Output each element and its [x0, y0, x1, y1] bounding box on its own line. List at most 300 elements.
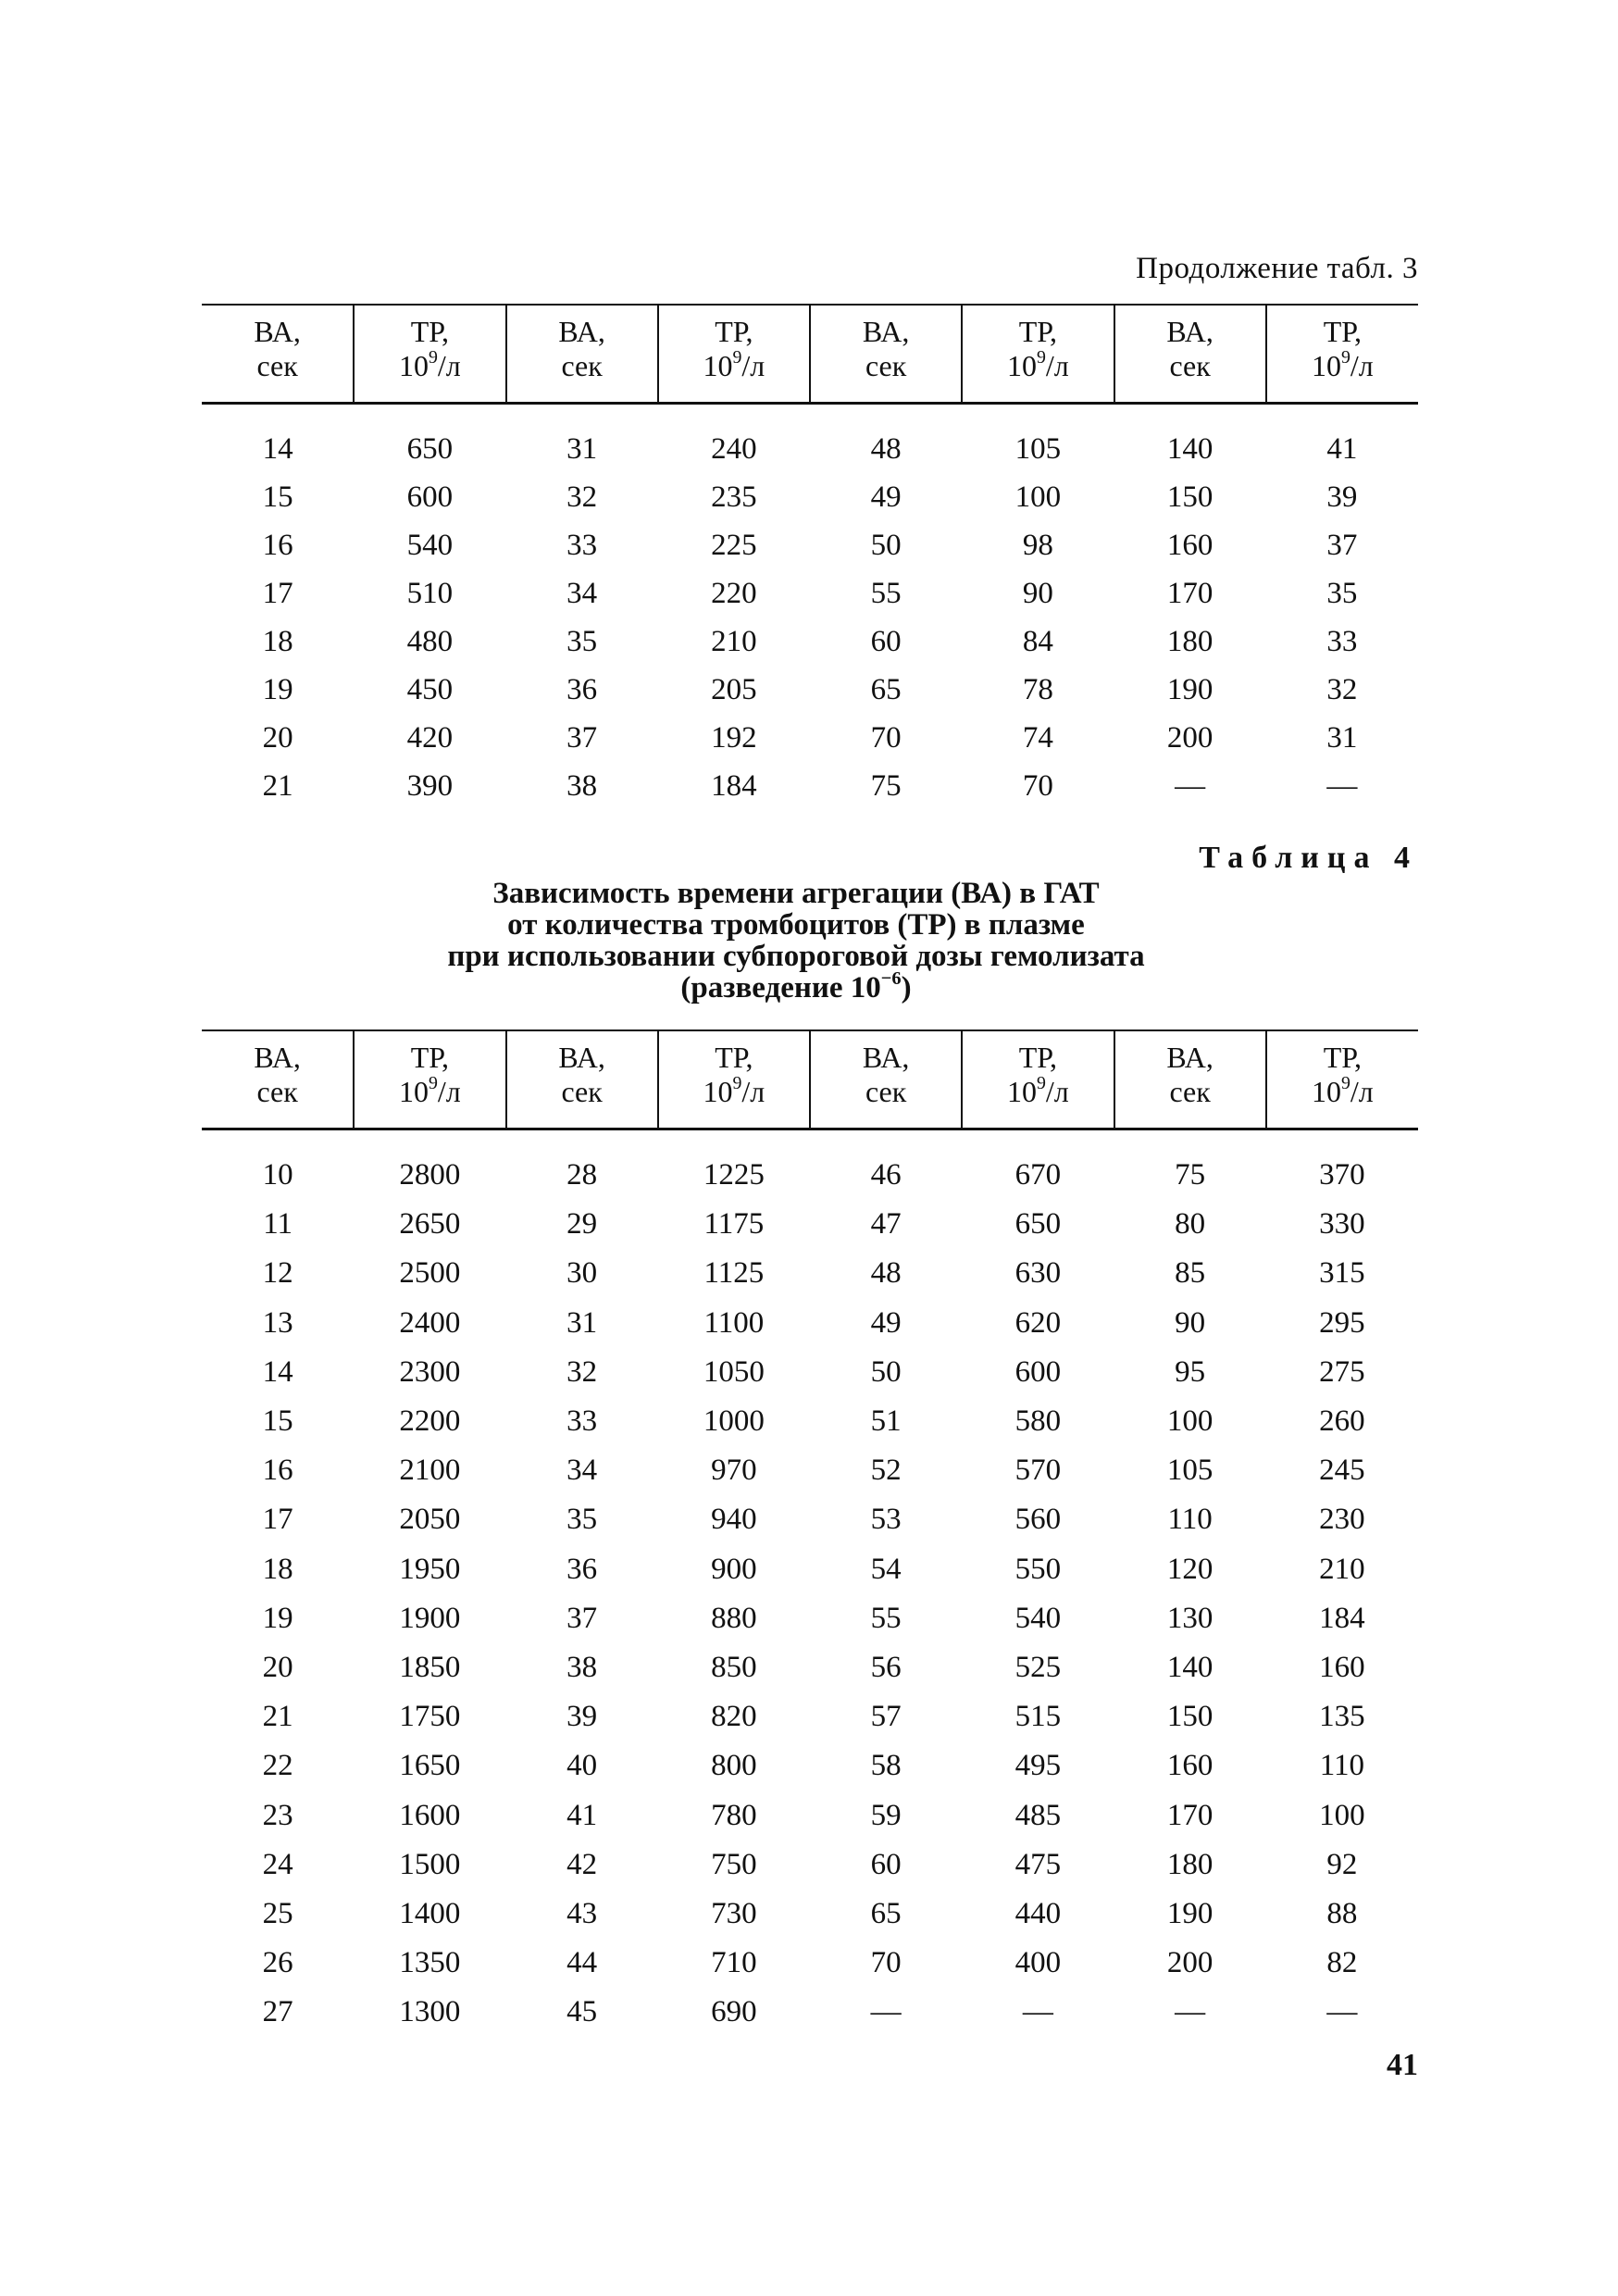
header-line-1: ТР, [715, 315, 753, 348]
table-cell: 900 [711, 1552, 757, 1586]
table-cell: 42 [566, 1847, 598, 1881]
table-cell: 46 [870, 1158, 902, 1192]
table-cell: 11 [263, 1207, 293, 1242]
table-row [202, 1446, 1418, 1495]
table-cell: 58 [870, 1749, 902, 1783]
table-cell: 370 [1319, 1158, 1365, 1192]
header-unit-base: 10 [398, 1075, 429, 1108]
table-cell: 60 [870, 624, 902, 658]
header-line-1: ТР, [410, 315, 450, 348]
table-cell: 170 [1166, 1798, 1214, 1832]
header-line-1: ВА, [1166, 315, 1214, 348]
table-cell: 56 [870, 1650, 902, 1684]
table-cell: 1000 [703, 1404, 765, 1439]
header-line-1: ВА, [558, 315, 605, 348]
column-header-tr [962, 1030, 1114, 1129]
table-cell: 20 [262, 1650, 293, 1684]
header-line-1: ТР, [1018, 1041, 1058, 1074]
table-cell: 100 [1166, 1404, 1214, 1439]
table-cell: 1600 [399, 1798, 461, 1832]
table-row [202, 1249, 1418, 1298]
table-cell: 32 [566, 1354, 598, 1389]
table-cell: 49 [870, 480, 902, 514]
column-header-tr [354, 1030, 505, 1129]
table-cell: 26 [262, 1946, 293, 1980]
table-cell: 16 [262, 1454, 293, 1488]
header-unit-rest: /л [437, 1075, 461, 1108]
table-cell: 75 [1175, 1158, 1206, 1192]
table-cell: 295 [1319, 1305, 1365, 1340]
title-dilution-close: ) [901, 971, 912, 1004]
table-cell: 2500 [399, 1256, 461, 1291]
header-unit-exponent: 9 [732, 1073, 742, 1094]
table-cell: 13 [262, 1305, 293, 1340]
table-cell: — [1175, 1995, 1206, 2029]
column-header-va [506, 305, 658, 404]
header-unit-rest: /л [1045, 1075, 1069, 1108]
column-header-va [810, 1030, 962, 1129]
table-row [202, 1594, 1418, 1643]
table-row [202, 666, 1418, 714]
table-cell: — [1326, 768, 1358, 803]
table-cell: 29 [566, 1207, 598, 1242]
table-cell: 50 [870, 528, 902, 562]
table-cell: 1500 [399, 1847, 461, 1881]
table-cell: 82 [1326, 1946, 1358, 1980]
table-cell: 21 [262, 1700, 293, 1734]
table-cell: 160 [1166, 1749, 1214, 1783]
table-cell: 38 [566, 1650, 598, 1684]
table-cell: 525 [1014, 1650, 1062, 1684]
table-cell: 18 [262, 624, 293, 658]
table-cell: 37 [566, 1601, 598, 1635]
table-3-continuation [202, 304, 1418, 810]
table-cell: 1850 [399, 1650, 461, 1684]
table-cell: 35 [1326, 576, 1358, 610]
table-cell: 16 [262, 528, 293, 562]
table-cell: 1100 [703, 1305, 765, 1340]
table-cell: 32 [566, 480, 598, 514]
table-cell: 205 [711, 672, 757, 706]
table-cell: 880 [711, 1601, 757, 1635]
table-row [202, 1348, 1418, 1397]
header-line-2: сек [561, 1075, 603, 1108]
header-line-2: сек [561, 349, 603, 382]
table-cell: 1750 [399, 1700, 461, 1734]
header-unit-rest: /л [437, 349, 461, 382]
table-cell: 495 [1014, 1749, 1062, 1783]
header-unit-base: 10 [703, 349, 733, 382]
header-unit-base: 10 [398, 349, 429, 382]
header-unit-rest: /л [1045, 349, 1069, 382]
column-header-va [1114, 305, 1266, 404]
table-cell: 800 [711, 1749, 757, 1783]
table-cell: 515 [1014, 1700, 1062, 1734]
table-cell: 620 [1014, 1305, 1062, 1340]
table-cell: 710 [711, 1946, 757, 1980]
table-cell: 670 [1014, 1158, 1062, 1192]
table-4-caption: Таблица 4 [1199, 841, 1418, 875]
header-line-1: ВА, [254, 1041, 301, 1074]
table-row [202, 1939, 1418, 1988]
continuation-caption: Продолжение табл. 3 [1136, 252, 1418, 285]
table-cell: 36 [566, 672, 598, 706]
table-row [202, 1299, 1418, 1348]
table-4-title-line-3: при использовании субпороговой дозы гемолизата [447, 940, 1145, 973]
table-cell: 36 [566, 1552, 598, 1586]
header-line-2 [963, 349, 1113, 383]
table-cell: 1900 [399, 1601, 461, 1635]
table-row [202, 569, 1418, 618]
table-cell: 84 [1022, 624, 1053, 658]
table-cell: 57 [870, 1700, 902, 1734]
table-cell: 400 [1014, 1946, 1062, 1980]
header-line-2 [659, 349, 809, 383]
table-cell: 485 [1014, 1798, 1062, 1832]
table-cell: 74 [1022, 720, 1053, 755]
table-cell: 55 [870, 576, 902, 610]
table-cell: 33 [566, 528, 598, 562]
table-cell: 390 [406, 768, 454, 803]
header-unit-base: 10 [1006, 1075, 1037, 1108]
column-header-va [1114, 1030, 1266, 1129]
table-cell: 2050 [399, 1503, 461, 1537]
table-cell: 2650 [399, 1207, 461, 1242]
table-cell: 1350 [399, 1946, 461, 1980]
table-row [202, 1841, 1418, 1890]
table-row [202, 473, 1418, 521]
table-cell: 315 [1319, 1256, 1365, 1291]
table-cell: 2300 [399, 1354, 461, 1389]
table-cell: 41 [566, 1798, 598, 1832]
table-cell: 850 [711, 1650, 757, 1684]
header-line-2: сек [865, 349, 907, 382]
table-header-row [202, 1030, 1418, 1129]
table-cell: 90 [1175, 1305, 1206, 1340]
table-row [202, 714, 1418, 762]
header-unit-rest: /л [741, 349, 765, 382]
table-cell: 70 [870, 720, 902, 755]
header-line-1: ТР, [1018, 315, 1058, 348]
table-row [202, 1890, 1418, 1939]
table-cell: 70 [870, 1946, 902, 1980]
header-unit-rest: /л [1350, 349, 1374, 382]
table-cell: 560 [1014, 1503, 1062, 1537]
table-row [202, 1988, 1418, 2037]
table-cell: 2100 [399, 1454, 461, 1488]
table-cell: 25 [262, 1896, 293, 1930]
table-cell: 31 [566, 431, 598, 466]
table-cell: 160 [1166, 528, 1214, 562]
table-cell: 1125 [703, 1256, 765, 1291]
header-line-1: ТР, [1323, 1041, 1363, 1074]
table-cell: 35 [566, 1503, 598, 1537]
table-cell: — [870, 1995, 902, 2029]
table-cell: 190 [1166, 672, 1214, 706]
table-cell: 17 [262, 1503, 293, 1537]
header-line-2: сек [256, 1075, 298, 1108]
header-unit-exponent: 9 [1036, 1073, 1046, 1094]
table-4-title-line-4 [333, 967, 1259, 1004]
column-header-tr [354, 305, 505, 404]
table-cell: 10 [262, 1158, 293, 1192]
table-cell: 47 [870, 1207, 902, 1242]
table-cell: 35 [566, 624, 598, 658]
table-cell: 730 [711, 1896, 757, 1930]
table-cell: 105 [1166, 1454, 1214, 1488]
table-cell: 160 [1319, 1650, 1365, 1684]
table-cell: 140 [1166, 1650, 1214, 1684]
column-header-va [202, 305, 354, 404]
table-4-title-line-1: Зависимость времени агрегации (ВА) в ГАТ [492, 877, 1100, 910]
table-cell: 54 [870, 1552, 902, 1586]
column-header-va [506, 1030, 658, 1129]
table-cell: 65 [870, 1896, 902, 1930]
header-line-2: сек [1169, 349, 1211, 382]
header-unit-base: 10 [1311, 1075, 1341, 1108]
table-cell: 51 [870, 1404, 902, 1439]
header-unit-exponent: 9 [428, 1073, 438, 1094]
table-cell: 245 [1319, 1454, 1365, 1488]
table-cell: 220 [711, 576, 757, 610]
header-line-1: ВА, [862, 1041, 910, 1074]
table-cell: 480 [406, 624, 454, 658]
table-cell: 52 [870, 1454, 902, 1488]
table-cell: 98 [1022, 528, 1053, 562]
header-unit-base: 10 [703, 1075, 733, 1108]
table-cell: 690 [711, 1995, 757, 2029]
table-cell: 15 [262, 480, 293, 514]
table-cell: 570 [1014, 1454, 1062, 1488]
table-cell: 2800 [399, 1158, 461, 1192]
table-cell: 450 [406, 672, 454, 706]
table-cell: 14 [262, 431, 293, 466]
table-cell: — [1326, 1995, 1358, 2029]
table-header-row [202, 305, 1418, 404]
table-cell: 41 [1326, 431, 1358, 466]
table-cell: 85 [1175, 1256, 1206, 1291]
table-cell: 14 [262, 1354, 293, 1389]
table-cell: 2400 [399, 1305, 461, 1340]
table-cell: 240 [711, 431, 757, 466]
table-cell: 48 [870, 1256, 902, 1291]
table-cell: 18 [262, 1552, 293, 1586]
table-cell: 65 [870, 672, 902, 706]
table-cell: 600 [1014, 1354, 1062, 1389]
table-cell: 170 [1166, 576, 1214, 610]
column-header-tr [658, 1030, 810, 1129]
header-unit-exponent: 9 [1340, 1073, 1350, 1094]
table-cell: 92 [1326, 1847, 1358, 1881]
table-row [202, 762, 1418, 810]
table-cell: — [1175, 768, 1206, 803]
column-header-va [810, 305, 962, 404]
table-cell: 110 [1167, 1503, 1213, 1537]
table-cell: 21 [262, 768, 293, 803]
header-unit-exponent: 9 [1340, 347, 1350, 368]
header-line-1: ВА, [254, 315, 301, 348]
header-line-1: ТР, [410, 1041, 450, 1074]
title-dilution-exponent: −6 [880, 967, 902, 989]
header-line-2: сек [256, 349, 298, 382]
table-cell: 12 [262, 1256, 293, 1291]
header-line-2 [355, 349, 504, 383]
table-4-title [333, 878, 1259, 1004]
table-cell: 420 [406, 720, 454, 755]
table-row [202, 1397, 1418, 1446]
table-cell: 200 [1166, 720, 1214, 755]
table-cell: 80 [1175, 1207, 1206, 1242]
table-cell: 260 [1319, 1404, 1365, 1439]
table-row [202, 1692, 1418, 1741]
table-cell: 630 [1014, 1256, 1062, 1291]
table-4-title-line-2: от количества тромбоцитов (ТР) в плазме [507, 908, 1085, 942]
table-4 [202, 1029, 1418, 2037]
table-cell: 650 [1014, 1207, 1062, 1242]
table-cell: 49 [870, 1305, 902, 1340]
table-cell: 43 [566, 1896, 598, 1930]
table-cell: 59 [870, 1798, 902, 1832]
table-cell: 180 [1166, 624, 1214, 658]
table-cell: 19 [262, 1601, 293, 1635]
table-cell: 550 [1014, 1552, 1062, 1586]
header-unit-exponent: 9 [428, 347, 438, 368]
table-cell: 184 [711, 768, 757, 803]
table-cell: 44 [566, 1946, 598, 1980]
table-cell: — [1022, 1995, 1053, 2029]
table-cell: 17 [262, 576, 293, 610]
table-cell: 540 [1014, 1601, 1062, 1635]
table-cell: 970 [711, 1454, 757, 1488]
table-cell: 150 [1166, 1700, 1214, 1734]
table-cell: 150 [1166, 480, 1214, 514]
table-cell: 39 [566, 1700, 598, 1734]
table-cell: 15 [262, 1404, 293, 1439]
table-cell: 1225 [703, 1158, 765, 1192]
table-cell: 40 [566, 1749, 598, 1783]
table-row [202, 1791, 1418, 1840]
table-cell: 105 [1014, 431, 1062, 466]
table-cell: 37 [566, 720, 598, 755]
table-cell: 580 [1014, 1404, 1062, 1439]
table-cell: 37 [1326, 528, 1358, 562]
table-cell: 820 [711, 1700, 757, 1734]
header-line-2 [1267, 1075, 1418, 1109]
page-number: 41 [1387, 2048, 1418, 2082]
table-cell: 540 [406, 528, 454, 562]
table-cell: 22 [262, 1749, 293, 1783]
table-cell: 190 [1166, 1896, 1214, 1930]
table-row [202, 1129, 1418, 1201]
table-cell: 330 [1319, 1207, 1365, 1242]
header-line-2: сек [865, 1075, 907, 1108]
table-cell: 140 [1166, 431, 1214, 466]
header-unit-base: 10 [1006, 349, 1037, 382]
table-cell: 53 [870, 1503, 902, 1537]
table-cell: 39 [1326, 480, 1358, 514]
table-cell: 19 [262, 672, 293, 706]
header-unit-exponent: 9 [1036, 347, 1046, 368]
table-cell: 440 [1014, 1896, 1062, 1930]
header-line-2: сек [1169, 1075, 1211, 1108]
table-cell: 24 [262, 1847, 293, 1881]
header-line-1: ТР, [1323, 315, 1363, 348]
table-cell: 1400 [399, 1896, 461, 1930]
table-row [202, 618, 1418, 666]
header-line-1: ВА, [862, 315, 910, 348]
table-cell: 27 [262, 1995, 293, 2029]
table-cell: 1650 [399, 1749, 461, 1783]
column-header-tr [1266, 1030, 1418, 1129]
table-row [202, 1200, 1418, 1249]
table-cell: 110 [1319, 1749, 1365, 1783]
table-cell: 31 [566, 1305, 598, 1340]
table-cell: 100 [1319, 1798, 1365, 1832]
table-cell: 32 [1326, 672, 1358, 706]
table-cell: 230 [1319, 1503, 1365, 1537]
column-header-tr [658, 305, 810, 404]
table-cell: 780 [711, 1798, 757, 1832]
table-cell: 475 [1014, 1847, 1062, 1881]
table-cell: 2200 [399, 1404, 461, 1439]
table-cell: 100 [1014, 480, 1062, 514]
header-line-2 [355, 1075, 504, 1109]
table-cell: 275 [1319, 1354, 1365, 1389]
header-line-2 [963, 1075, 1113, 1109]
header-line-1: ТР, [715, 1041, 753, 1074]
table-cell: 88 [1326, 1896, 1358, 1930]
header-line-1: ВА, [1166, 1041, 1214, 1074]
column-header-tr [962, 305, 1114, 404]
table-cell: 210 [711, 624, 757, 658]
table-row [202, 1643, 1418, 1692]
table-cell: 600 [406, 480, 454, 514]
table-cell: 200 [1166, 1946, 1214, 1980]
table-cell: 95 [1175, 1354, 1206, 1389]
table-cell: 45 [566, 1995, 598, 2029]
table-cell: 34 [566, 576, 598, 610]
table-cell: 33 [1326, 624, 1358, 658]
table-cell: 78 [1022, 672, 1053, 706]
table-cell: 650 [406, 431, 454, 466]
header-unit-rest: /л [741, 1075, 765, 1108]
table-cell: 510 [406, 576, 454, 610]
column-header-va [202, 1030, 354, 1129]
header-line-2 [1267, 349, 1418, 383]
table-cell: 31 [1326, 720, 1358, 755]
table-row [202, 521, 1418, 569]
table-cell: 940 [711, 1503, 757, 1537]
table-row [202, 1741, 1418, 1791]
table-row [202, 1495, 1418, 1544]
title-dilution-base: (разведение 10 [680, 971, 881, 1004]
header-line-2 [659, 1075, 809, 1109]
table-row [202, 404, 1418, 474]
column-header-tr [1266, 305, 1418, 404]
table-cell: 130 [1166, 1601, 1214, 1635]
table-cell: 192 [711, 720, 757, 755]
table-cell: 20 [262, 720, 293, 755]
table-cell: 184 [1319, 1601, 1365, 1635]
header-line-1: ВА, [558, 1041, 605, 1074]
table-cell: 120 [1166, 1552, 1214, 1586]
table-cell: 48 [870, 431, 902, 466]
table-cell: 235 [711, 480, 757, 514]
table-cell: 60 [870, 1847, 902, 1881]
table-cell: 750 [711, 1847, 757, 1881]
table-cell: 1175 [703, 1207, 765, 1242]
table-cell: 75 [870, 768, 902, 803]
